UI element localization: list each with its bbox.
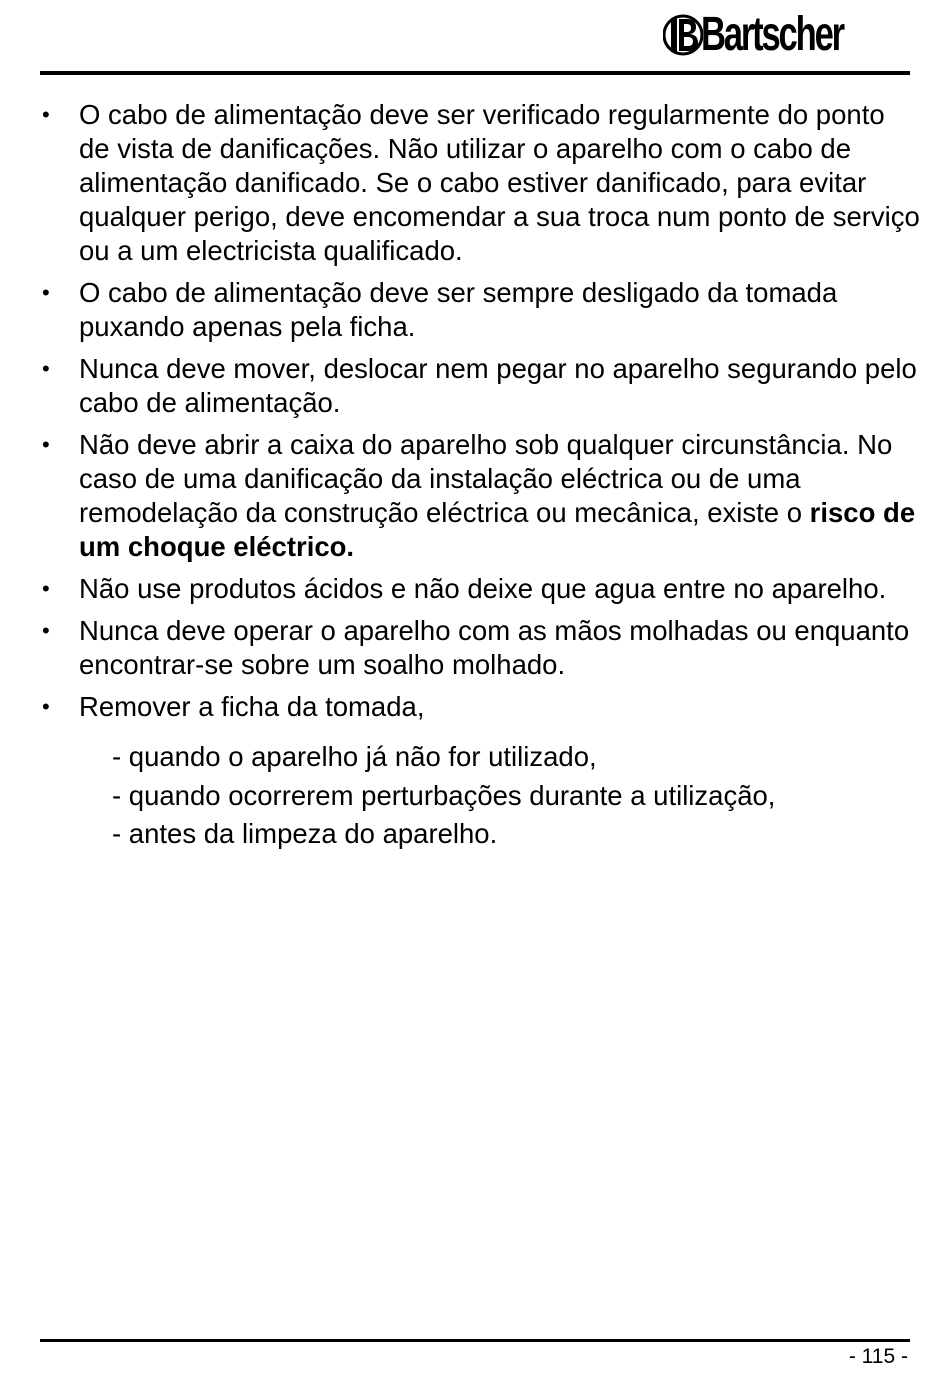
list-item (40, 690, 920, 724)
list-item-text: Nunca deve mover, deslocar nem pegar no aparelho segurando pelo cabo de alimentação. (79, 353, 917, 418)
list-item-text: O cabo de alimentação deve ser sempre desligado da tomada puxando apenas pela ficha. (79, 277, 838, 342)
header-rule (40, 71, 910, 75)
bartscher-b-logo-icon (663, 9, 703, 61)
list-item (40, 276, 920, 344)
list-item (40, 428, 920, 564)
bullet-icon: • (42, 432, 50, 457)
list-item-text: Remover a ficha da tomada, (79, 691, 425, 722)
list-item-text: O cabo de alimentação deve ser verificado regularmente do ponto de vista de danificações. Não utilizar o aparelho com o cabo de alimentação danificado. Se o cabo estiver danificado, para evitar qualquer perigo, deve encomendar a sua troca num ponto de serviço ou a um electricista qualificado. (79, 99, 920, 266)
list-item-text: Nunca deve operar o aparelho com as mãos molhadas ou enquanto encontrar-se sobre um soalho molhado. (79, 615, 910, 680)
bullet-icon: • (42, 576, 50, 601)
list-item-text: Não use produtos ácidos e não deixe que agua entre no aparelho. (79, 573, 887, 604)
unplug-conditions-list (40, 738, 920, 854)
bullet-icon: • (42, 356, 50, 381)
bartscher-logo (663, 6, 898, 64)
page-number: - 115 - (848, 1345, 908, 1368)
sublist-item: - quando ocorrerem perturbações durante a utilização, (112, 779, 776, 811)
bullet-icon: • (42, 694, 50, 719)
safety-instructions (40, 98, 920, 854)
list-item (40, 572, 920, 606)
sublist-item: - quando o aparelho já não for utilizado, (112, 741, 597, 772)
bullet-icon: • (42, 102, 50, 127)
bartscher-wordmark: Bartscher (700, 8, 843, 61)
list-item (40, 98, 920, 268)
bullet-list (40, 98, 920, 724)
bullet-icon: • (42, 280, 50, 305)
list-item (40, 352, 920, 420)
shock-risk-warning: risco de um choque eléctrico. (79, 497, 916, 562)
sublist-item: - antes da limpeza do aparelho. (112, 818, 498, 849)
list-item-text: Não deve abrir a caixa do aparelho sob qualquer circunstância. No caso de uma danificação da instalação eléctrica ou de uma remodelação da construção eléctrica ou mecânica, existe o (79, 429, 893, 528)
bullet-icon: • (42, 618, 50, 643)
list-item (40, 614, 920, 682)
footer-rule (40, 1339, 910, 1342)
